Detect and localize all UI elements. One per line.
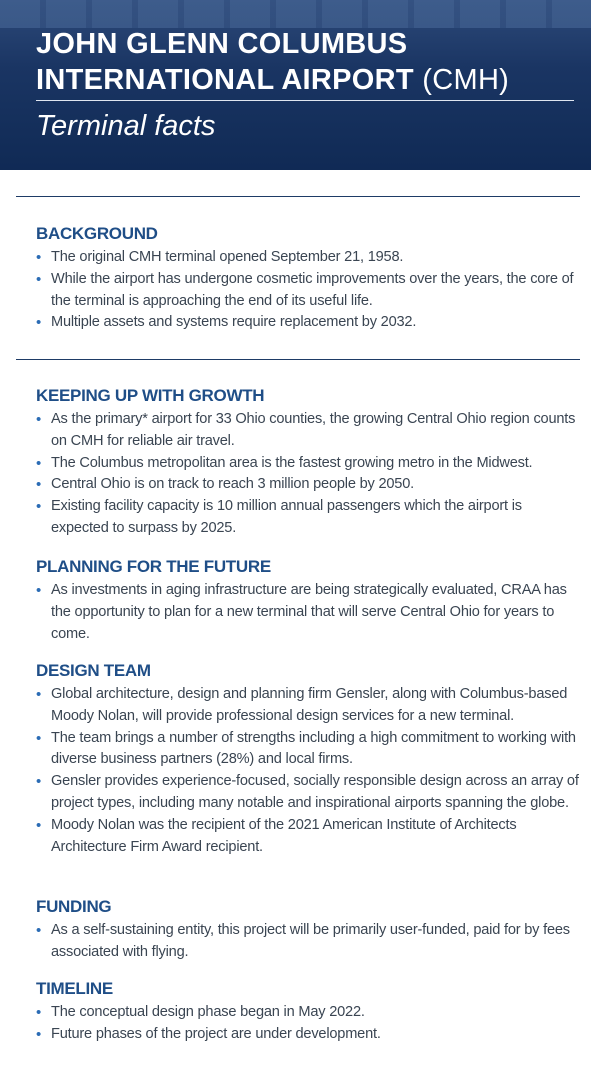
list-item: • Gensler provides experience-focused, socially responsible design across an array of project types, including many notable and inspirational airports spanning the globe. (36, 773, 579, 811)
list-item: • The Columbus metropolitan area is the fastest growing metro in the Midwest. (36, 453, 581, 475)
list-item: • As the primary* airport for 33 Ohio counties, the growing Central Ohio region counts on CMH for reliable air travel. (36, 411, 576, 449)
section-keeping-up-with-growth (36, 385, 581, 540)
bullet-icon: • (36, 314, 42, 332)
bullet-icon: • (36, 1004, 42, 1021)
section-planning-for-the-future (36, 556, 581, 645)
section-timeline (36, 978, 581, 1046)
bullet-icon: • (36, 922, 42, 939)
bullet-icon: • (36, 773, 42, 791)
header-photo-strip (0, 0, 591, 28)
section-heading: TIMELINE (36, 979, 113, 998)
list-item: • Existing facility capacity is 10 million annual passengers which the airport is expected to surpass by 2025. (36, 498, 522, 536)
bullet-icon: • (36, 582, 42, 599)
title-airport-code: (CMH) (422, 64, 510, 96)
list-item: • Multiple assets and systems require replacement by 2032. (36, 312, 581, 334)
bullet-list (36, 1002, 581, 1046)
section-funding (36, 896, 581, 964)
section-divider (16, 359, 580, 360)
header-divider (36, 100, 574, 101)
section-heading: FUNDING (36, 897, 112, 916)
section-heading: BACKGROUND (36, 224, 158, 243)
bullet-icon: • (36, 454, 42, 472)
list-item: • Global architecture, design and planning firm Gensler, along with Columbus-based Moody Nolan, will provide professional design services for a new terminal. (36, 686, 568, 724)
list-item: • Moody Nolan was the recipient of the 2021 American Institute of Architects Architecture Firm Award recipient. (36, 816, 517, 855)
header-banner (0, 0, 591, 170)
bullet-icon: • (36, 816, 42, 834)
page-subtitle: Terminal facts (36, 110, 216, 142)
bullet-list (36, 580, 581, 645)
list-item: • The conceptual design phase began in May 2022. (36, 1002, 581, 1024)
bullet-list (36, 920, 581, 964)
bullet-icon: • (36, 686, 42, 703)
bullet-icon: • (36, 476, 42, 494)
list-item: • The team brings a number of strengths including a high commitment to working with diverse business partners (28%) and local firms. (36, 729, 576, 768)
section-design-team (36, 660, 581, 858)
title-main: JOHN GLENN COLUMBUS INTERNATIONAL AIRPORT (36, 28, 414, 96)
bullet-icon: • (36, 411, 42, 428)
section-background (36, 223, 581, 334)
list-item: • Future phases of the project are under development. (36, 1024, 581, 1046)
list-item: • Central Ohio is on track to reach 3 million people by 2050. (36, 474, 581, 496)
section-heading: PLANNING FOR THE FUTURE (36, 557, 271, 576)
list-item: • As investments in aging infrastructure are being strategically evaluated, CRAA has the opportunity to plan for a new terminal that will serve Central Ohio for years to come. (36, 582, 567, 642)
section-heading: DESIGN TEAM (36, 661, 151, 680)
list-item: • While the airport has undergone cosmetic improvements over the years, the core of the terminal is approaching the end of its useful life. (36, 270, 574, 309)
section-heading: KEEPING UP WITH GROWTH (36, 386, 265, 405)
bullet-icon: • (36, 498, 42, 516)
bullet-icon: • (36, 270, 42, 288)
bullet-list (36, 409, 581, 540)
bullet-list (36, 684, 581, 858)
page-title (36, 26, 576, 98)
section-divider (16, 196, 580, 197)
list-item: • As a self-sustaining entity, this project will be primarily user-funded, paid for by fees associated with flying. (36, 922, 570, 960)
bullet-icon: • (36, 249, 42, 266)
bullet-icon: • (36, 729, 42, 747)
bullet-list (36, 247, 581, 334)
list-item: • The original CMH terminal opened September 21, 1958. (36, 247, 581, 269)
bullet-icon: • (36, 1025, 42, 1043)
